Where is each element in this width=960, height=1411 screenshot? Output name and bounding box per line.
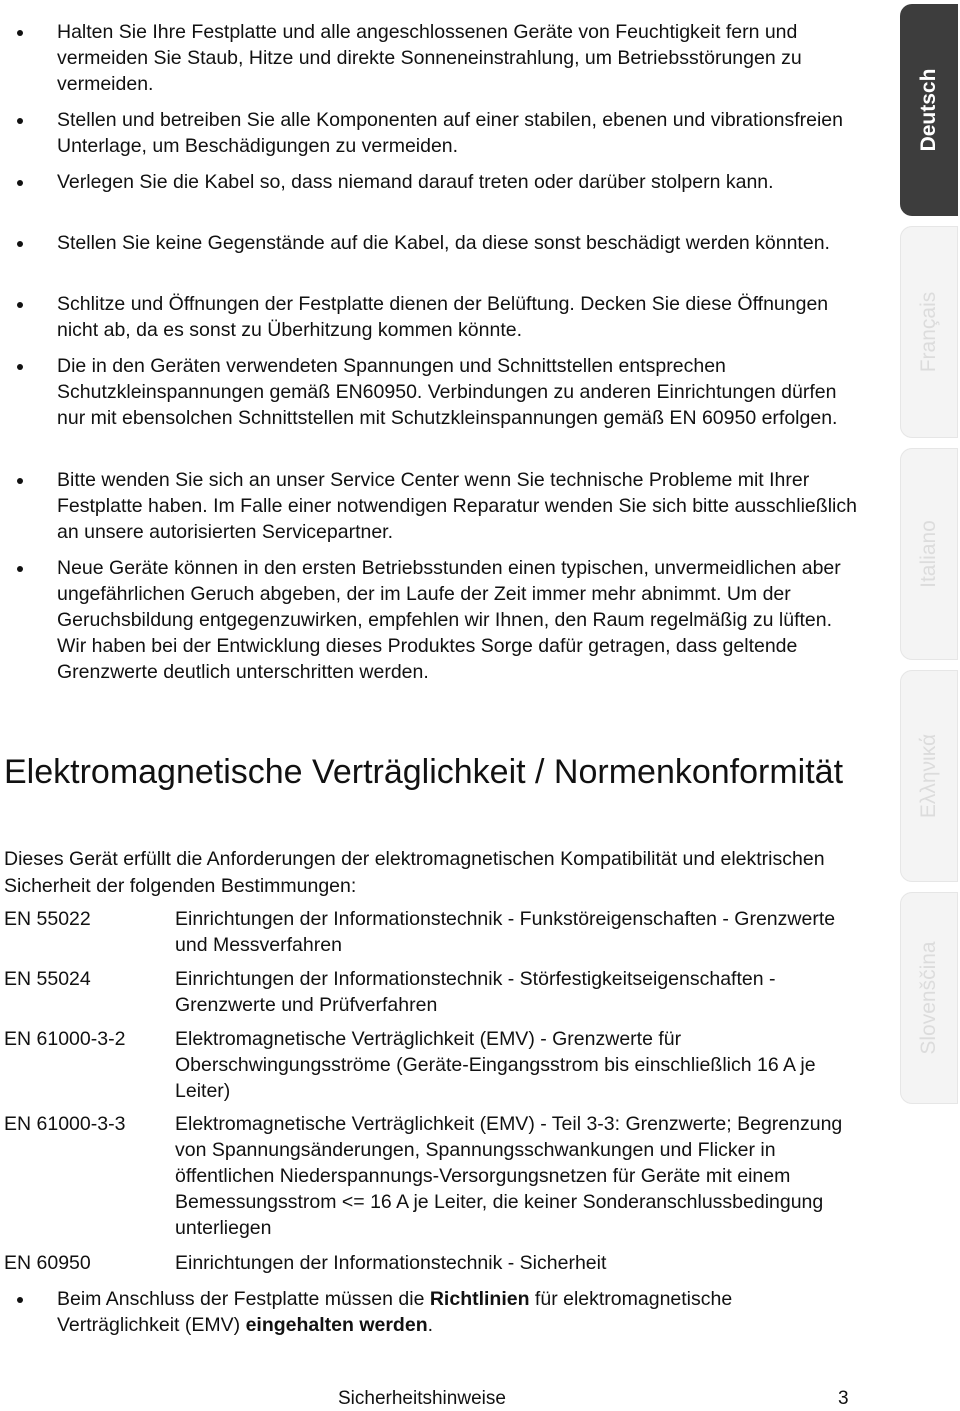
bullet-text-bold: Richtlinien xyxy=(429,1288,530,1310)
bullet-text: Stellen Sie keine Gegenstände auf die Kabel, da diese sonst beschädigt werden könnten. xyxy=(57,232,830,254)
standard-description: Einrichtungen der Informationstechnik - Funkstöreigenschaften - Grenzwerte und Messverfahren xyxy=(175,908,836,956)
tab-label: Italiano xyxy=(917,520,940,588)
bullet-icon xyxy=(17,180,23,186)
section-title: Elektromagnetische Verträglichkeit / Normenkonformität xyxy=(4,753,844,791)
bullet-icon xyxy=(17,302,23,308)
standard-code: EN 60950 xyxy=(4,1252,91,1274)
tab-label: Ελληνικά xyxy=(917,733,940,819)
list-item xyxy=(0,353,858,431)
list-item xyxy=(0,107,858,159)
standard-code: EN 55024 xyxy=(4,968,91,990)
bullet-icon xyxy=(17,241,23,247)
bullet-text: Bitte wenden Sie sich an unser Service Center wenn Sie technische Probleme mit Ihrer Festplatte haben. Im Falle einer notwendigen Reparatur wenden Sie sich bitte ausschließlich an unsere autorisierten Servicepartner. xyxy=(57,469,857,543)
bullet-icon xyxy=(17,118,23,124)
bullet-text-part: für elektromagnetische Verträglichkeit (EMV) xyxy=(57,1288,733,1336)
bullet-text xyxy=(57,1286,858,1338)
section-intro: Dieses Gerät erfüllt die Anforderungen der elektromagnetischen Kompatibilität und elektrischen Sicherheit der folgenden Bestimmungen: xyxy=(4,848,825,897)
tab-label: Français xyxy=(917,291,940,373)
list-item xyxy=(0,291,858,343)
bullet-text: Die in den Geräten verwendeten Spannungen und Schnittstellen entsprechen Schutzkleinspannungen gemäß EN60950. Verbindungen zu anderen Einrichtungen dürfen nur mit ebensolchen Schnittstellen mit Schutzkleinspannungen gemäß EN 60950 erfolgen. xyxy=(57,355,838,429)
list-item xyxy=(0,467,858,545)
tab-italiano[interactable] xyxy=(900,448,958,660)
list-item xyxy=(0,555,858,685)
page-number: 3 xyxy=(838,1388,849,1409)
tab-ellinika[interactable] xyxy=(900,670,958,882)
list-item xyxy=(0,169,858,195)
bullet-text-bold: eingehalten werden xyxy=(245,1314,428,1336)
bullet-icon xyxy=(17,364,23,370)
bullet-icon xyxy=(17,478,23,484)
list-item xyxy=(0,19,858,97)
list-item xyxy=(0,230,858,256)
standard-code: EN 61000-3-2 xyxy=(4,1028,126,1050)
standard-description: Einrichtungen der Informationstechnik - Störfestigkeitseigenschaften - Grenzwerte und Prüfverfahren xyxy=(175,968,776,1016)
bullet-text: Stellen und betreiben Sie alle Komponenten auf einer stabilen, ebenen und vibrationsfreien Unterlage, um Beschädigungen zu vermeiden. xyxy=(57,109,843,157)
standard-description: Einrichtungen der Informationstechnik - Sicherheit xyxy=(175,1252,607,1274)
bullet-text: Halten Sie Ihre Festplatte und alle angeschlossenen Geräte von Feuchtigkeit fern und vermeiden Sie Staub, Hitze und direkte Sonneneinstrahlung, um Betriebsstörungen zu vermeiden. xyxy=(57,21,802,95)
bullet-icon xyxy=(17,566,23,572)
tab-francais[interactable] xyxy=(900,226,958,438)
bullet-text-part: . xyxy=(427,1314,434,1336)
standard-code: EN 61000-3-3 xyxy=(4,1113,126,1135)
bullet-text: Neue Geräte können in den ersten Betriebsstunden einen typischen, unvermeidlichen aber ungefährlichen Geruch abgeben, der im Laufe der Zeit immer mehr abnimmt. Um der Geruchsbildung entgegenzuwirken, empfehlen wir Ihnen, den Raum regelmäßig zu lüften. Wir haben bei der Entwicklung dieses Produktes Sorge dafür getragen, dass geltende Grenzwerte deutlich unterschritten werden. xyxy=(57,557,841,683)
bullet-text-part: Beim Anschluss der Festplatte müssen die xyxy=(57,1288,430,1310)
language-tabs xyxy=(900,0,960,1411)
bullet-icon xyxy=(17,30,23,36)
tab-label: Slovenščina xyxy=(917,941,940,1055)
tab-label: Deutsch xyxy=(917,68,940,152)
bullet-icon xyxy=(17,1297,23,1303)
standard-description: Elektromagnetische Verträglichkeit (EMV) - Teil 3-3: Grenzwerte; Begrenzung von Spannungsänderungen, Spannungsschwankungen und Flicker in öffentlichen Niederspannungs-Versorgungsnetzen für Geräte mit einem Bemessungsstrom <= 16 A je Leiter, die keiner Sonderanschlussbedingung unterliegen xyxy=(175,1113,843,1239)
list-item xyxy=(0,1286,858,1338)
standard-code: EN 55022 xyxy=(4,908,91,930)
tab-slovenscina[interactable] xyxy=(900,892,958,1104)
bullet-text: Verlegen Sie die Kabel so, dass niemand darauf treten oder darüber stolpern kann. xyxy=(57,171,774,193)
tab-deutsch[interactable] xyxy=(900,4,958,216)
footer-title: Sicherheitshinweise xyxy=(338,1388,506,1409)
standard-description: Elektromagnetische Verträglichkeit (EMV) - Grenzwerte für Oberschwingungsströme (Geräte-Eingangsstrom bis einschließlich 16 A je Leiter) xyxy=(175,1028,816,1102)
bullet-text: Schlitze und Öffnungen der Festplatte dienen der Belüftung. Decken Sie diese Öffnungen nicht ab, da es sonst zu Überhitzung kommen könnte. xyxy=(57,293,829,341)
